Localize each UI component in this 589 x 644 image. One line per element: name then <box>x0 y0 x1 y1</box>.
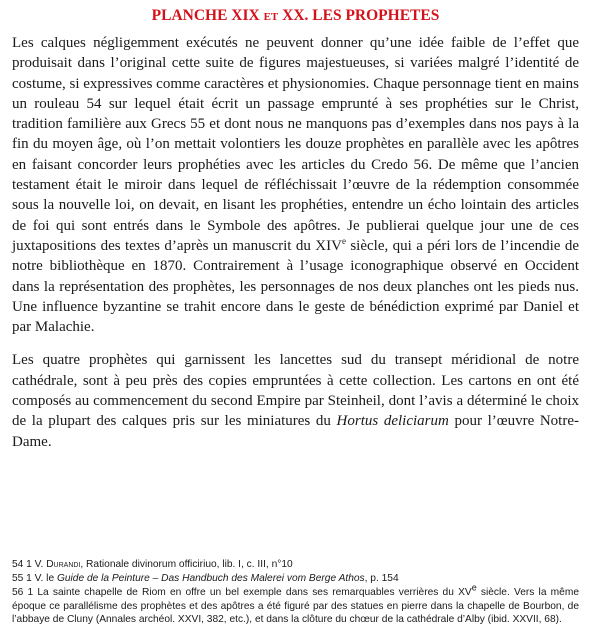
title-part-1: PLANCHE XIX <box>151 7 260 24</box>
footnote-54-author: Durandi <box>46 559 81 570</box>
footnote-56-superscript: e <box>471 583 477 594</box>
footnotes <box>12 558 579 627</box>
paragraph-2-text: Les quatre prophètes qui garnissent les lancettes sud du transept méridional de notre cathédrale, sont à peu près des copies empruntées à cette collection. Les cartons en ont été composés au commencement du second Empire par Steinheil, dont l’avis a déterminé le choix de la plupart des calques pris sur les miniatures du <box>12 352 579 430</box>
footnote-55-book-title: Guide de la Peinture – Das Handbuch des Malerei vom Berge Athos <box>56 573 365 585</box>
body-paragraph-2 <box>12 350 579 451</box>
footnote-56-prefix: 56 1 La sainte chapelle de Riom en offre un bel exemple dans ses remarquables verrières du XV <box>12 587 472 599</box>
page-title <box>12 6 579 27</box>
hortus-deliciarum-title: Hortus deliciarum <box>336 413 449 430</box>
body-paragraph-1 <box>12 33 579 337</box>
footnote-54-prefix: 54 1 V. <box>12 559 47 570</box>
footnote-55-prefix: 55 1 V. le <box>12 573 57 585</box>
footnote-56 <box>12 583 579 626</box>
footnote-54 <box>12 558 579 571</box>
paragraph-2-text-end: pour l’œuvre Notre-Dame. <box>12 413 579 450</box>
title-part-2: XX. LES PROPHETES <box>282 7 440 24</box>
century-superscript: e <box>341 235 346 246</box>
footnote-55 <box>12 572 579 585</box>
title-conjunction: ET <box>263 11 279 23</box>
footnote-56-text: siècle. Vers la même époque ce parallélisme des prophètes et des apôtres a été figuré par des statues en pierre dans la chapelle de Bourbon, de l’abbaye de Cluny (Annales archéol. XXVI, 382, etc.), et dans la clôture du chœur de la cathédrale d’Alby (ibid. XXVII, 68). <box>12 587 579 625</box>
paragraph-1-text: Les calques négligemment exécutés ne peuvent donner qu’une idée faible de l’effet que produisait dans l’original cette suite de figures majestueuses, si variées malgré l’identité de costume, si expressives comme caractères et physionomies. Chaque personnage tient en mains un rouleau 54 sur lequel était écrit un passage emprunté à ses prophéties sur le Christ, tradition familière aux Grecs 55 et dont nous ne manquons pas d’exemples dans nos pays à la fin du moyen âge, où l’on mettait volontiers les douze prophètes en parallèle avec les apôtres en faisant concorder leurs prophéties avec les articles du Credo 56. De même que l’ancien testament était le miroir dans lequel de réfléchissait l’œuvre de la rédemption consommée sous la nouvelle loi, on devait, en lisant les prophéties, entendre un écho lointain des articles de foi qui sont entrés dans le Symbole des apôtres. Je publierai quelque jour une de ces juxtapositions des textes d’après un manuscrit du XIV <box>12 35 579 254</box>
paragraph-1-text-continued: siècle, qui a péri lors de l’incendie de notre bibliothèque en 1870. Contrairement à l’usage iconographique observé en Occident dans la représentation des prophètes, les personnages de nos deux planches ont les pieds nus. Une influence byzantine se trahit encore dans le geste de bénédiction exprimé par Daniel et par Malachie. <box>12 237 579 336</box>
footnote-55-text: , p. 154 <box>364 573 399 585</box>
footnote-54-text: , Rationale divinorum officiriuo, lib. I, c. III, n°10 <box>80 559 293 570</box>
